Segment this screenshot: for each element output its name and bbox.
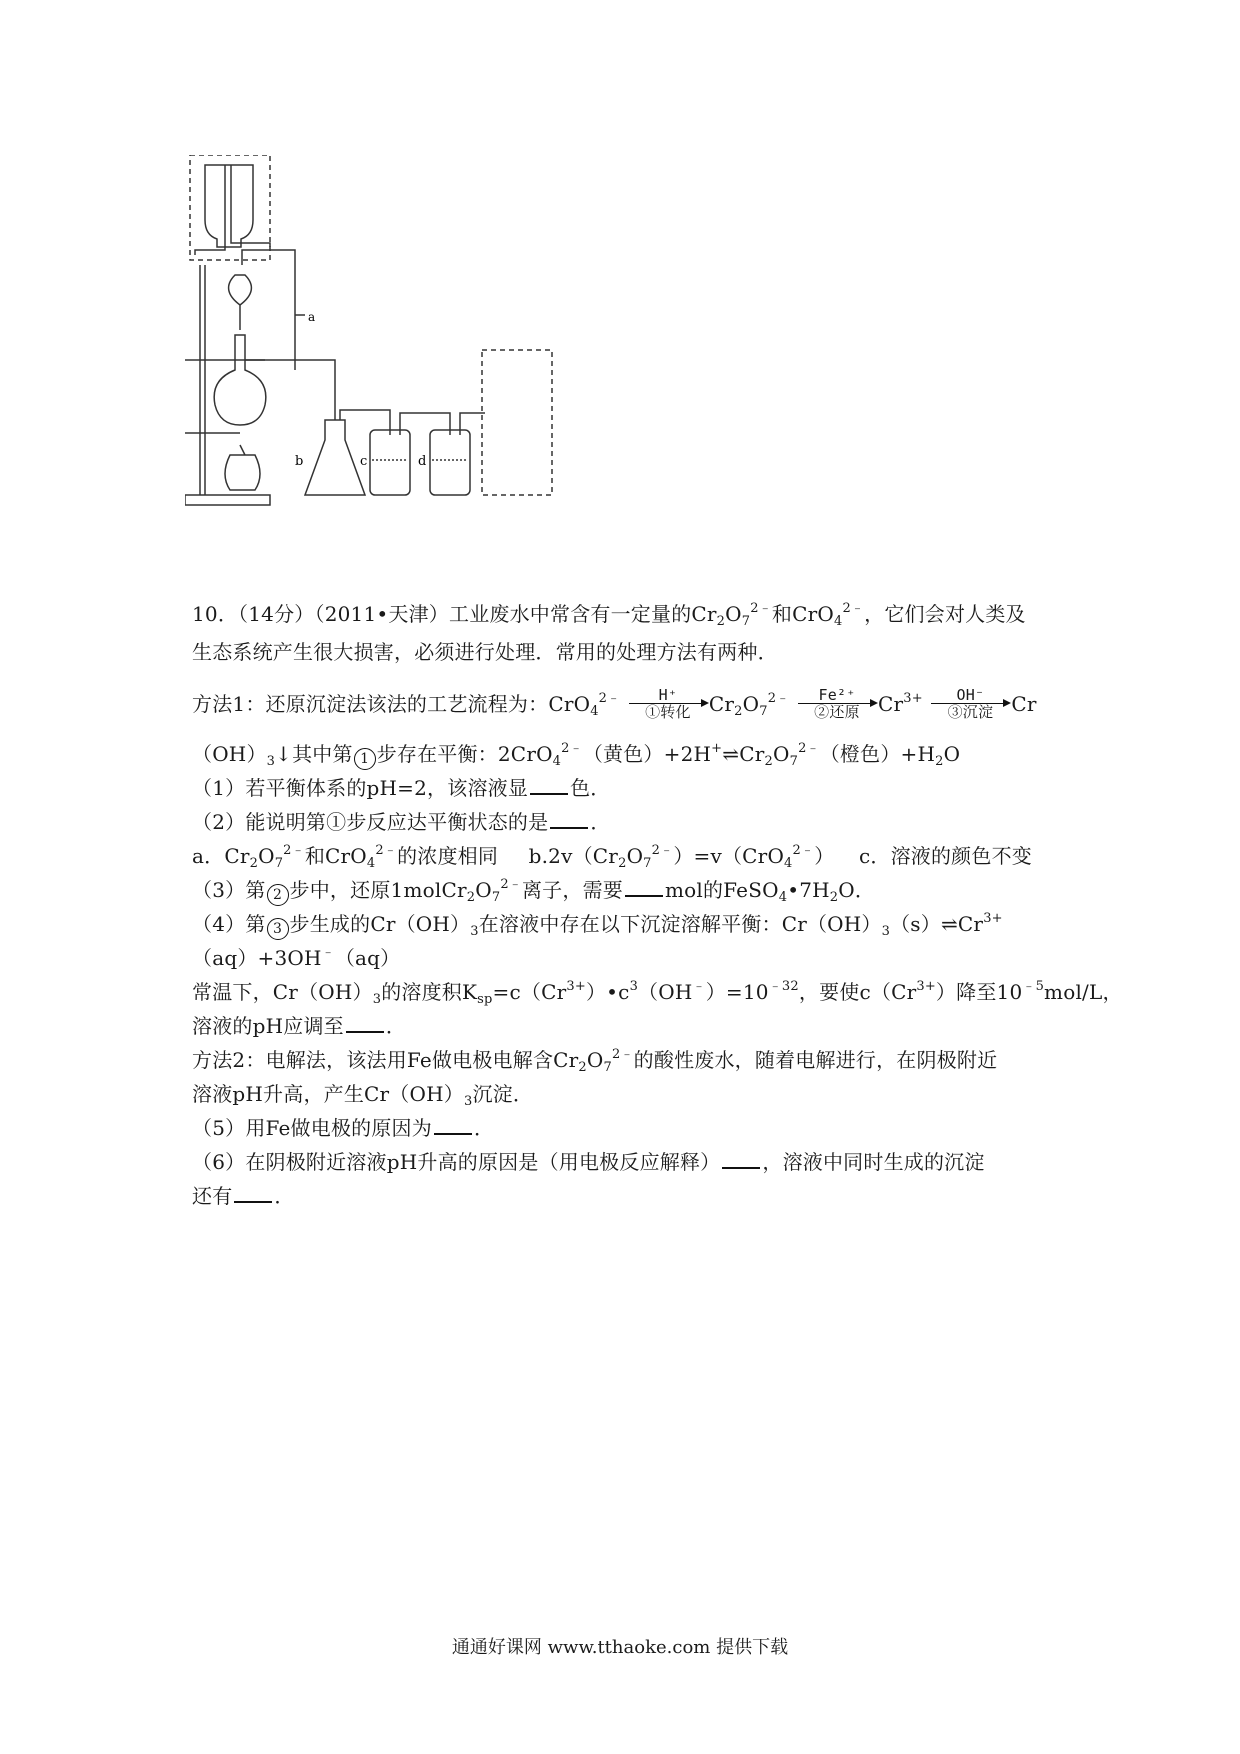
sub: 2 xyxy=(249,856,259,871)
text: （橙色）+H xyxy=(819,742,936,766)
text: ． xyxy=(385,1014,407,1038)
text: 离子，需要 xyxy=(521,878,623,902)
text: 色． xyxy=(570,776,611,800)
sup: 3+ xyxy=(566,979,586,994)
flask-side-arm xyxy=(245,360,335,420)
sub: 7 xyxy=(759,704,768,719)
arrow-top: H⁺ xyxy=(658,686,678,704)
sub: 3 xyxy=(463,1094,473,1109)
text: （1）若平衡体系的pH=2，该溶液显 xyxy=(192,776,529,800)
ksp-line xyxy=(192,978,1123,1006)
text: ） xyxy=(814,844,835,868)
text: O xyxy=(772,742,790,766)
text: （4）第 xyxy=(192,912,266,936)
inset-dashed-box xyxy=(190,155,270,260)
method2-line2 xyxy=(192,1080,533,1108)
text: ）降至10 xyxy=(935,980,1023,1004)
label-c: c xyxy=(360,454,368,469)
sub: 7 xyxy=(789,754,799,769)
subquestion-4-line1 xyxy=(192,910,1003,940)
sub: 7 xyxy=(741,614,751,629)
sup: 2﹣ xyxy=(750,601,772,616)
arrow-bar xyxy=(629,703,707,704)
arrow-bar xyxy=(798,703,876,704)
text: ，要使c（Cr xyxy=(798,980,917,1004)
text: 沉淀． xyxy=(472,1082,534,1106)
text: ，溶液中同时生成的沉淀 xyxy=(762,1150,985,1174)
text: 还有 xyxy=(192,1184,233,1208)
text: （aq）+3OH xyxy=(192,946,322,970)
text: Cr xyxy=(1011,692,1037,716)
sup: 2﹣ xyxy=(842,601,865,616)
sub: 7 xyxy=(491,890,501,905)
sub: 3 xyxy=(470,924,479,939)
bottle-c xyxy=(370,430,410,495)
subquestion-6-line1 xyxy=(192,1148,985,1176)
text: =c（Cr xyxy=(492,980,567,1004)
answer-blank[interactable] xyxy=(346,1013,384,1033)
text: 和CrO xyxy=(771,602,834,626)
text: Cr xyxy=(708,692,735,716)
sup: 2﹣ xyxy=(792,843,815,858)
sup: + xyxy=(711,741,723,756)
text: ⇌Cr xyxy=(722,742,765,766)
sup: 2﹣ xyxy=(375,843,398,858)
sub: 3 xyxy=(372,992,382,1007)
arrow-bottom: ②还原 xyxy=(814,703,860,721)
text: O xyxy=(626,844,644,868)
sup: 3 xyxy=(629,979,639,994)
text: 溶液pH升高，产生Cr（OH） xyxy=(192,1082,464,1106)
apparatus-figure xyxy=(185,155,625,575)
sub: 2 xyxy=(829,890,839,905)
text: 在溶液中存在以下沉淀溶解平衡：Cr（OH） xyxy=(478,912,882,936)
sup: 2﹣ xyxy=(561,741,583,756)
right-dashed-box xyxy=(482,350,552,495)
sub: 2 xyxy=(578,1060,587,1075)
sup: ﹣ xyxy=(692,979,706,994)
text: 步中，还原1molCr xyxy=(289,878,467,902)
sub: 3 xyxy=(881,924,891,939)
text: （3）第 xyxy=(192,878,266,902)
text: （6）在阴极附近溶液pH升高的原因是（用电极反应解释） xyxy=(192,1150,721,1174)
inset-bottle xyxy=(205,165,253,247)
sub: 3 xyxy=(266,754,276,769)
text: 常温下，Cr（OH） xyxy=(192,980,373,1004)
method1-flow xyxy=(192,688,1037,721)
reaction-arrow-1 xyxy=(629,688,707,721)
conical-flask-b xyxy=(305,420,368,495)
sup: ﹣ xyxy=(321,945,335,960)
alcohol-lamp xyxy=(225,445,260,490)
sup: ﹣32 xyxy=(768,979,799,994)
sup: 2﹣ xyxy=(767,691,790,706)
text: O xyxy=(943,742,961,766)
arrow-bar xyxy=(931,703,1009,704)
text: 步生成的Cr（OH） xyxy=(289,912,471,936)
sup: 3+ xyxy=(983,911,1003,926)
subquestion-2 xyxy=(192,808,611,836)
text: 方法2：电解法，该法用Fe做电极电解含Cr xyxy=(192,1048,579,1072)
sup: 2﹣ xyxy=(283,843,305,858)
text: ）=10 xyxy=(705,980,769,1004)
text: ． xyxy=(590,810,611,834)
text: O xyxy=(742,692,760,716)
subquestion-3 xyxy=(192,876,875,906)
circled-number: 3 xyxy=(267,918,289,940)
sup: 2﹣ xyxy=(598,691,621,706)
arrow-top: Fe²⁺ xyxy=(818,686,856,704)
sub: 2 xyxy=(734,704,743,719)
text: ↓其中第 xyxy=(275,742,353,766)
sup: 3+ xyxy=(903,691,923,706)
text: O xyxy=(725,602,742,626)
arrow-bottom: ③沉淀 xyxy=(947,703,994,721)
arrow-top: OH⁻ xyxy=(956,686,985,704)
text: O xyxy=(258,844,275,868)
reaction-arrow-2 xyxy=(798,688,876,721)
label-d: d xyxy=(418,454,427,469)
sub: 2 xyxy=(764,754,773,769)
text: ． xyxy=(274,1184,295,1208)
text: 生态系统产生很大损害，必须进行处理．常用的处理方法有两种． xyxy=(192,640,778,664)
text: 的酸性废水，随着电解进行，在阴极附近 xyxy=(633,1048,998,1072)
text: O xyxy=(475,878,492,902)
text: （2）能说明第①步反应达平衡状态的是 xyxy=(192,810,549,834)
circled-number: 2 xyxy=(267,884,289,906)
separatory-funnel xyxy=(229,275,252,330)
subquestion-5 xyxy=(192,1114,494,1142)
q10-stem-line1 xyxy=(192,600,1026,628)
text: （OH） xyxy=(192,742,267,766)
sup: ﹣5 xyxy=(1022,979,1045,994)
sub: sp xyxy=(477,992,493,1007)
subquestion-6-line2 xyxy=(192,1182,295,1210)
answer-blank[interactable] xyxy=(722,1149,760,1169)
answer-blank[interactable] xyxy=(434,1115,472,1135)
sub: 2 xyxy=(716,614,726,629)
text: 10．（14分）（2011•天津）工业废水中常含有一定量的Cr xyxy=(192,602,717,626)
sub: 7 xyxy=(603,1060,612,1075)
text: mol的FeSO xyxy=(664,878,779,902)
text: c．溶液的颜色不变 xyxy=(858,844,1032,868)
inset-tube xyxy=(195,165,270,255)
text: O． xyxy=(838,878,876,902)
text: 和CrO xyxy=(304,844,367,868)
tube-b-c xyxy=(340,410,390,435)
subquestion-1 xyxy=(192,774,610,802)
label-a: a xyxy=(308,310,316,324)
round-flask xyxy=(214,335,266,425)
text: （黄色）+2H xyxy=(582,742,712,766)
text: ）=v（CrO xyxy=(673,844,785,868)
text: 的浓度相同 xyxy=(397,844,499,868)
sup: 2﹣ xyxy=(798,741,820,756)
sub: 4 xyxy=(552,754,562,769)
text: b.2v（Cr xyxy=(528,844,619,868)
method2-line1 xyxy=(192,1046,997,1074)
answer-blank[interactable] xyxy=(550,809,588,829)
page-footer: 通通好课网 www.tthaoke.com 提供下载 xyxy=(451,1637,789,1658)
sub: 4 xyxy=(784,856,793,871)
bottle-d xyxy=(430,430,470,495)
q10-stem-line2 xyxy=(192,638,778,666)
text: •7H xyxy=(787,878,830,902)
sub: 4 xyxy=(366,856,376,871)
text: 步存在平衡：2CrO xyxy=(376,742,553,766)
sup: 2﹣ xyxy=(651,843,674,858)
equilibrium-line xyxy=(192,740,960,770)
answer-blank[interactable] xyxy=(625,877,663,897)
subquestion-4-line2 xyxy=(192,944,400,972)
text: （aq） xyxy=(334,946,401,970)
text: ． xyxy=(473,1116,495,1140)
answer-blank[interactable] xyxy=(530,775,568,795)
sub: 7 xyxy=(643,856,652,871)
text: （s）⇌Cr xyxy=(890,912,984,936)
text: mol/L， xyxy=(1044,980,1123,1004)
text: O xyxy=(586,1048,604,1072)
answer-blank[interactable] xyxy=(234,1183,272,1203)
text: 的溶度积K xyxy=(381,980,478,1004)
text: ）•c xyxy=(585,980,630,1004)
sub: 4 xyxy=(778,890,788,905)
ph-line xyxy=(192,1012,406,1040)
sub: 7 xyxy=(274,856,284,871)
text: Cr xyxy=(877,692,904,716)
subquestion-2-options xyxy=(192,842,1032,870)
sub: 2 xyxy=(618,856,627,871)
arrow-bottom: ①转化 xyxy=(645,703,691,721)
sup: 3+ xyxy=(916,979,936,994)
label-b: b xyxy=(295,454,304,469)
text: （5）用Fe做电极的原因为 xyxy=(192,1116,432,1140)
tube-c-d xyxy=(400,413,450,435)
iron-stand xyxy=(185,265,270,505)
reaction-arrow-3 xyxy=(931,688,1009,721)
sup: 2﹣ xyxy=(612,1047,634,1062)
text: ，它们会对人类及 xyxy=(864,602,1026,626)
circled-number: 1 xyxy=(354,748,376,770)
text: a．Cr xyxy=(192,844,250,868)
sub: 2 xyxy=(935,754,944,769)
sup: 2﹣ xyxy=(500,877,522,892)
text: （OH xyxy=(638,980,693,1004)
funnel-side-tube xyxy=(242,250,295,370)
text: 溶液的pH应调至 xyxy=(192,1014,344,1038)
sub: 2 xyxy=(466,890,476,905)
sub: 4 xyxy=(833,614,843,629)
text: 方法1：还原沉淀法该法的工艺流程为：CrO xyxy=(192,692,591,716)
sub: 4 xyxy=(590,704,599,719)
